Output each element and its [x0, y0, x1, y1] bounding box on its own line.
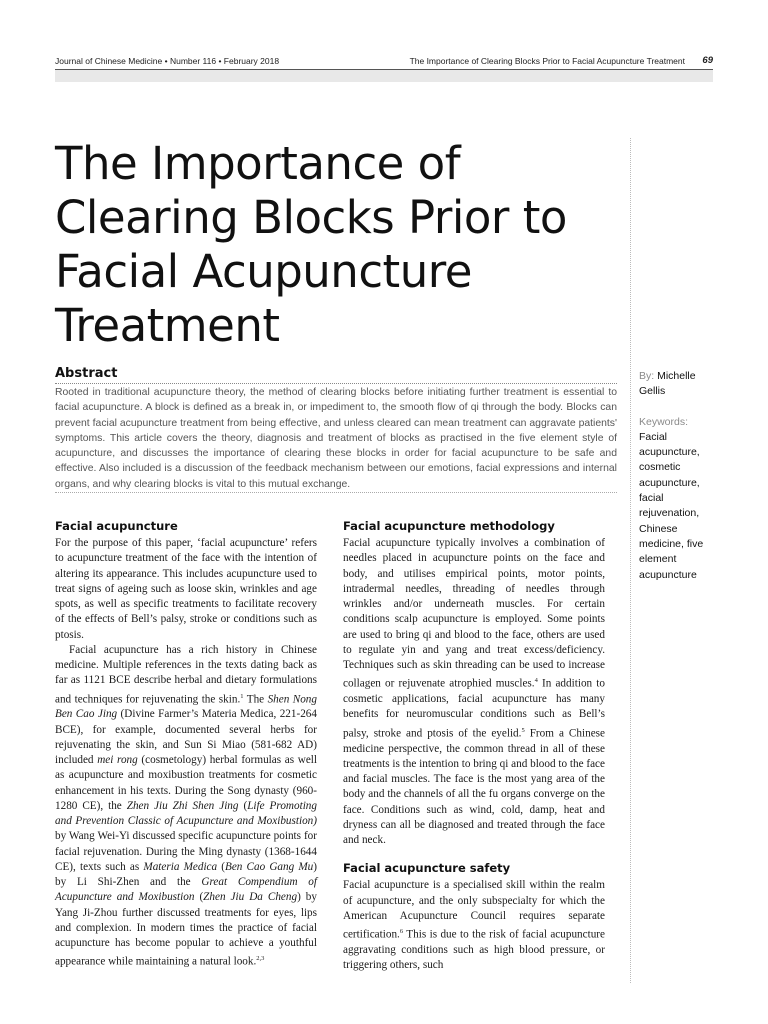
text-run: ( [238, 799, 248, 812]
reference-mark: 6 [399, 928, 404, 936]
text-run: ( [217, 860, 225, 873]
book-title: Great Compendium of Acupuncture and Moxibustion [55, 876, 317, 904]
keywords-label: Keywords: [639, 415, 689, 428]
reference-mark: 5 [521, 726, 525, 734]
by-label: By: [639, 370, 655, 382]
column-right [343, 518, 605, 974]
paragraph [343, 878, 605, 973]
paragraph: For the purpose of this paper, ‘facial acupuncture’ refers to acupuncture treatment of the face with the intention of altering its appearance. This includes acupuncture used to treat signs of ageing such as loose skin, wrinkles and age spots, as well as specific treatments to facilitate recovery of the effects of Bell’s palsy, stroke or conditions such as ptosis. [55, 537, 317, 641]
text-run: Facial acupuncture typically involves a combination of needles placed in acupuncture points on the face and body, and utilises empirical points, motor points, intradermal needles, threading of needles through wrinkles and/or underneath muscles. For certain conditions scalp acupuncture is employed. Some points are used to bring qi and blood to the face, others are used to regulate yin and yang and treat excess/deficiency. Techniques such as skin threading can be used to increase collagen or rejuvenate atrophied muscles. [343, 537, 605, 690]
paragraph [343, 536, 605, 848]
book-title: Shen Nong Ben Cao Jing [55, 693, 317, 721]
text-run: ( [194, 891, 204, 904]
text-run: by Wang Wei-Yi discussed specific acupuncture points for facial rejuvenation. During the Ming dynasty (1368-1644 CE), texts such as [55, 830, 317, 873]
book-title: Zhen Jiu Zhi Shen Jing [126, 799, 239, 812]
journal-info: Journal of Chinese Medicine • Number 116 • February 2018 [55, 56, 280, 66]
section-heading-methodology: Facial acupuncture methodology [343, 519, 555, 533]
author-name: Michelle Gellis [639, 370, 696, 398]
reference-mark: 4 [534, 677, 538, 685]
page-number: 69 [702, 55, 713, 66]
book-title: Materia Medica [143, 860, 218, 873]
section-gap [343, 848, 605, 860]
paragraph [55, 643, 317, 971]
text-run: From a Chinese medicine perspective, the common thread in all of these treatments is the intention to bring qi and blood to the face and facial muscles. The face is the most yang area of the body and the channels of all the fu organs converge on the face. Conditions such as wind, cold, damp, heat and dryness can all be diagnosed and treated through the face and neck. [343, 727, 605, 847]
text-run: Facial acupuncture has a rich history in Chinese medicine. Multiple references in the texts dating back as far as 1121 BCE describe herbal and dietary formulations and techniques for rejuvenating the skin. [55, 643, 317, 706]
text-run: Facial acupuncture is a specialised skill within the realm of acupuncture, and the only subspecialty for which the American Acupuncture Council requires separate certification. [343, 879, 605, 941]
reference-mark: 1 [240, 692, 244, 700]
book-title: Ben Cao Gang Mu [225, 860, 314, 873]
text-run: This is due to the risk of facial acupuncture aggravating conditions such as high blood pressure, or triggering others, such [343, 928, 605, 972]
abstract-heading: Abstract [55, 366, 118, 381]
abstract-text: Rooted in traditional acupuncture theory, the method of clearing blocks before initiating further treatment is essential to facial acupuncture. A block is defined as a break in, or impediment to, the smooth flow of qi through the body. Blocks can prevent facial acupuncture treatment from being effective, and unless cleared can mean treatment can aggravate patients' symptoms. This article covers the theory, diagnosis and treatment of blocks as practised in the five element style of acupuncture, and discusses the importance of clearing these blocks in order for facial acupuncture to be safe and effective. Also included is a discussion of the feedback mechanism between our emotions, facial expressions and internal organs, and why clearing blocks is vital to this mutual exchange. [55, 387, 617, 490]
author-block [639, 369, 719, 400]
text-run: (Divine Farmer’s Materia Medica, 221-264 BCE), for example, documented several herbs for rejuvenating the skin, and Sun Si Miao (581-682 AD) included [55, 708, 317, 767]
header-band [55, 70, 713, 82]
column-left [55, 518, 317, 970]
section-heading-facial-acupuncture: Facial acupuncture [55, 519, 178, 533]
book-title: Zhen Jiu Da Cheng [203, 891, 298, 904]
running-title: The Importance of Clearing Blocks Prior to Facial Acupuncture Treatment [409, 56, 685, 66]
section-heading-safety: Facial acupuncture safety [343, 861, 511, 876]
term: mei rong [97, 754, 138, 767]
book-title: Life Promoting and Prevention Classic of Acupuncture and Moxibustion) [55, 799, 317, 828]
text-run: ) by Yang Ji-Zhou further discussed treatments for eyes, lips and complexion. In modern times the practice of facial acupuncture has become popular to achieve a youthful appearance while maintaining a natural look. [55, 891, 317, 969]
sidebar [639, 369, 719, 583]
text-run: (cosmetology) herbal formulas as well as acupuncture and moxibustion treatments for cosmetic enhancement in his texts. During the Song dynasty (960-1280 CE), the [55, 754, 317, 812]
reference-mark: 2,3 [256, 955, 265, 963]
text-run: The [243, 693, 268, 706]
keywords-list: Facial acupuncture, cosmetic acupuncture, facial rejuvenation, Chinese medicine, five element acupuncture [639, 430, 704, 581]
abstract-rule-bottom [55, 492, 617, 493]
keywords-block [639, 415, 719, 583]
abstract-rule-top [55, 383, 617, 384]
article-title: The Importance of Clearing Blocks Prior to Facial Acupuncture Treatment [55, 137, 567, 352]
text-run: In addition to cosmetic applications, facial acupuncture has many benefits for neuromuscular conditions such as Bell’s palsy, stroke and ptosis of the eyelid. [343, 677, 606, 740]
text-run: ) by Li Shi-Zhen and the [55, 860, 317, 889]
sidebar-divider [630, 138, 631, 983]
